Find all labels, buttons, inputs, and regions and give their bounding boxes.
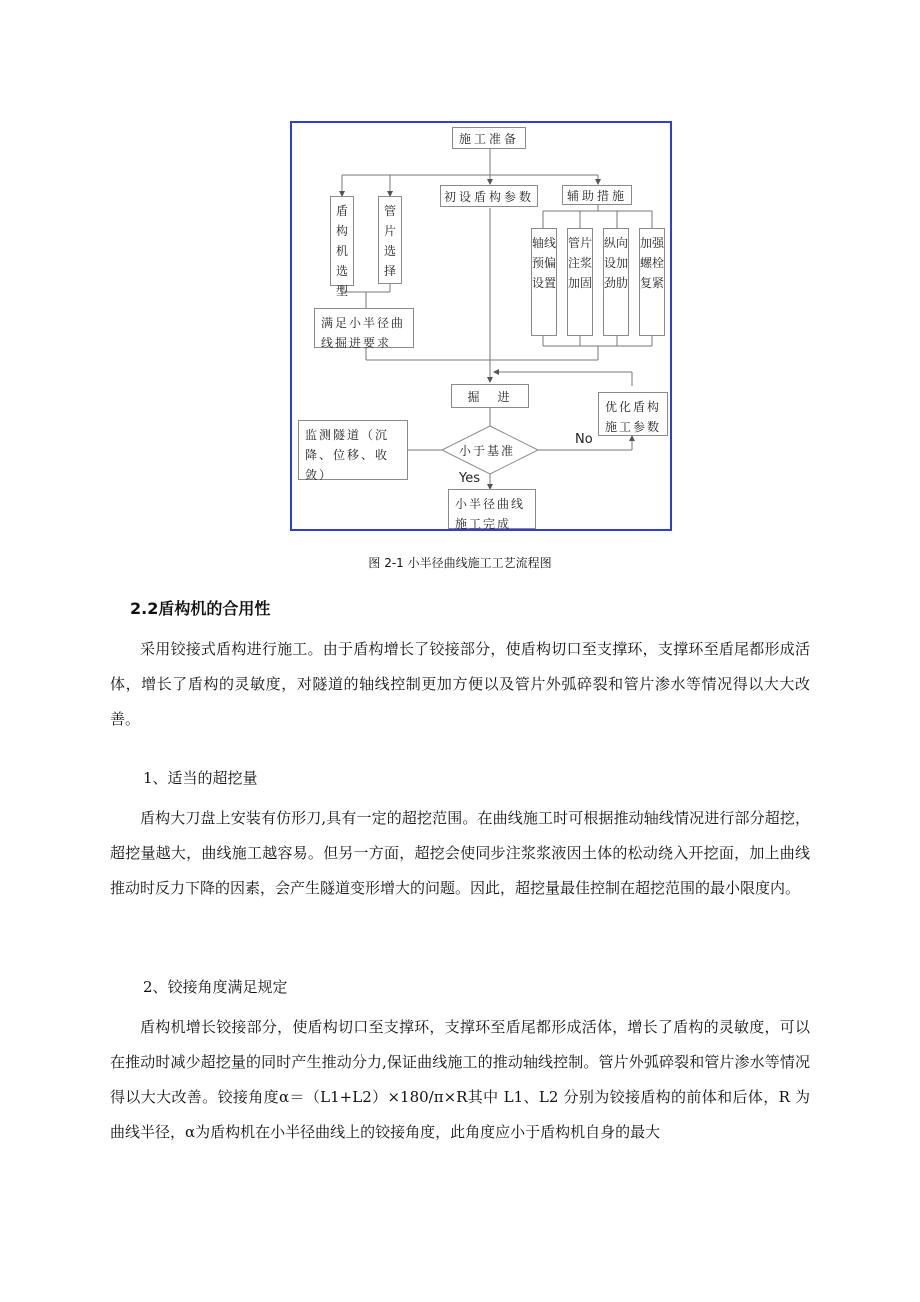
section-heading: 2.2盾构机的合用性 <box>130 599 271 618</box>
figure-caption: 图 2-1 小半径曲线施工工艺流程图 <box>368 556 552 570</box>
node-machine-selection: 盾构机选型 <box>330 196 354 286</box>
node-construction-complete: 小半径曲线施工完成 <box>448 489 536 529</box>
node-axis-preoffset: 轴线预偏设置 <box>531 228 557 336</box>
node-requirement: 满足小半径曲线掘进要求 <box>314 308 414 348</box>
node-segment-selection: 管片选择 <box>378 196 402 284</box>
node-initial-shield-params: 初设盾构参数 <box>440 185 538 207</box>
node-monitor-tunnel: 监测隧道（沉降、位移、收敛） <box>298 420 408 480</box>
node-optimize-params: 优化盾构施工参数 <box>598 392 668 436</box>
node-longitudinal-rib: 纵向设加劲肋 <box>603 228 629 336</box>
no-label: No <box>575 432 593 447</box>
node-segment-grouting: 管片注浆加固 <box>567 228 593 336</box>
node-auxiliary-measures: 辅助措施 <box>562 185 632 205</box>
item-2: 2、铰接角度满足规定 <box>143 978 288 996</box>
paragraph-1: 采用铰接式盾构进行施工。由于盾构增长了铰接部分，使盾构切口至支撑环，支撑环至盾尾都形成活体，增长了盾构的灵敏度，对隧道的轴线控制更加方便以及管片外弧碎裂和管片渗水等情况得以大大改善。 <box>110 640 810 728</box>
yes-label: Yes <box>459 471 480 486</box>
paragraph-3: 盾构机增长铰接部分，使盾构切口至支撑环，支撑环至盾尾都形成活体，增长了盾构的灵敏度，可以在推动时减少超挖量的同时产生推动分力,保证曲线施工的推动轴线控制。管片外弧碎裂和管片渗水等情况得以大大改善。铰接角度α＝（L1+L2）×180/π×R其中 L1、L2 分别为铰接盾构的前体和后体，R 为曲线半径，α为盾构机在小半径曲线上的铰接角度，此角度应小于盾构机自身的最大 <box>110 1018 810 1141</box>
node-bolt-retightening: 加强螺栓复紧 <box>639 228 665 336</box>
node-construction-prep: 施工准备 <box>452 127 526 149</box>
item-1: 1、适当的超挖量 <box>143 769 258 787</box>
node-advance: 掘 进 <box>451 384 529 408</box>
paragraph-2: 盾构大刀盘上安装有仿形刀,具有一定的超挖范围。在曲线施工时可根据推动轴线情况进行部分超挖，超挖量越大，曲线施工越容易。但另一方面，超挖会使同步注浆浆液因土体的松动绕入开挖面，加上曲线推动时反力下降的因素，会产生隧道变形增大的问题。因此，超挖量最佳控制在超挖范围的最小限度内。 <box>110 809 810 897</box>
decision-label: 小于基准 <box>459 444 516 458</box>
